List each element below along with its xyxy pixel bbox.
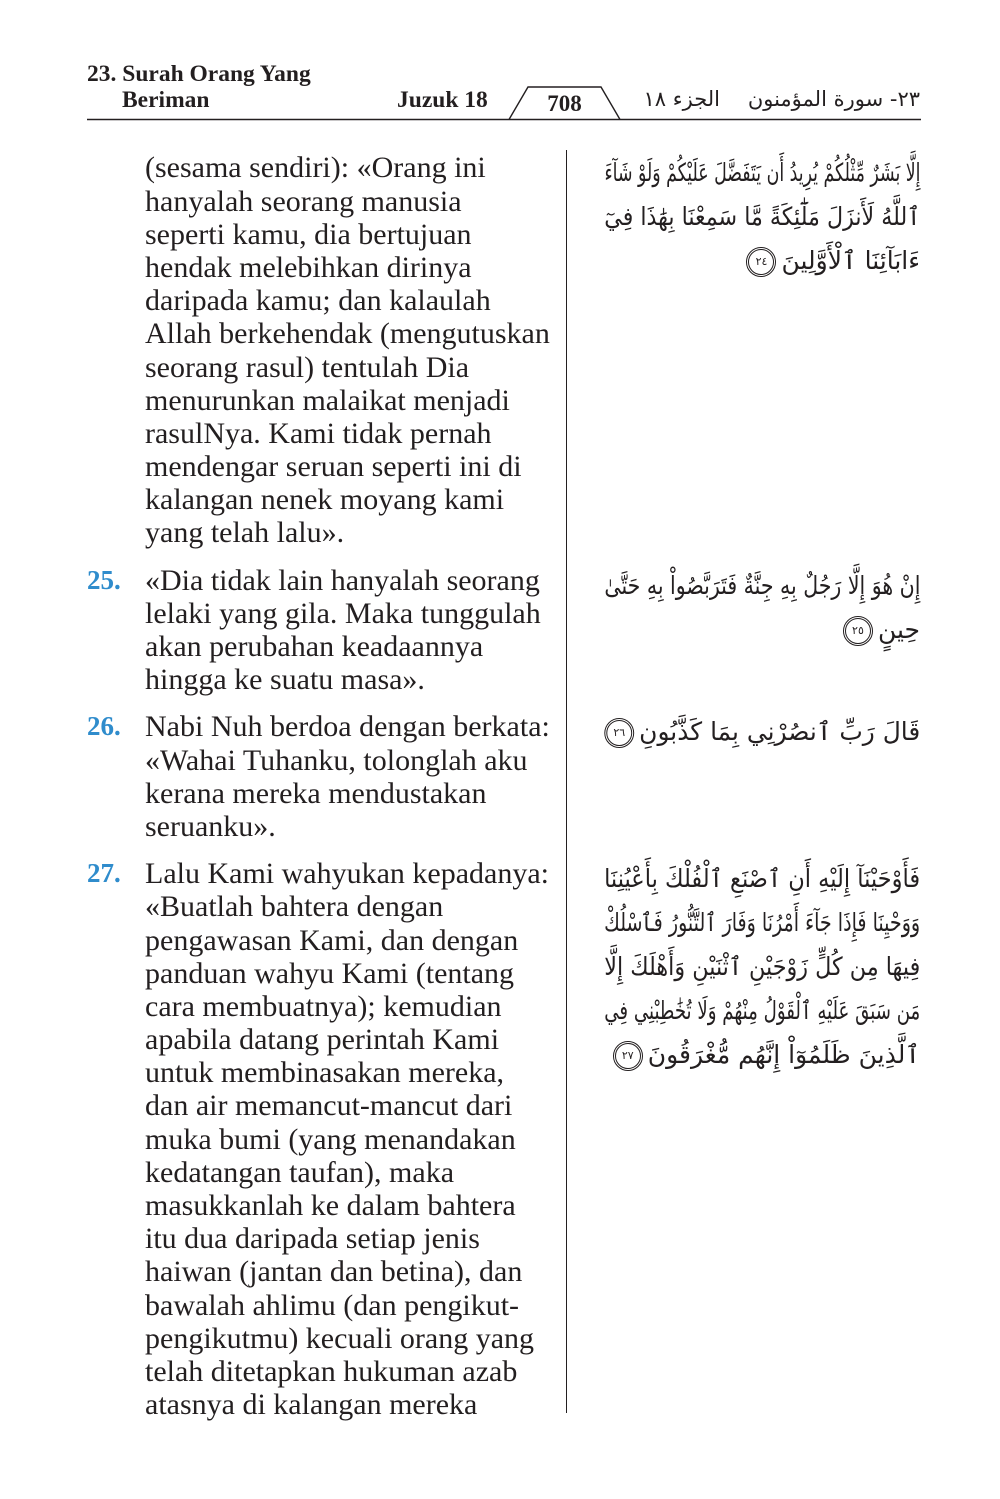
translation-line-text: seruanku». bbox=[145, 809, 276, 843]
arabic-line bbox=[604, 195, 920, 239]
arabic-line bbox=[604, 857, 920, 901]
translation-line bbox=[145, 1255, 561, 1288]
verse-number: 26. bbox=[87, 711, 121, 742]
translation-line bbox=[145, 1156, 561, 1189]
translation-line-text: untuk membinasakan mereka, bbox=[145, 1056, 505, 1090]
surah-title-arabic: ٢٣- سورة المؤمنون bbox=[747, 87, 920, 111]
arabic-text bbox=[604, 710, 920, 754]
arabic-line-text: ٱللَّهُ لَأَنزَلَ مَلَٰٓئِكَةً مَّا سَمِعْنَا بِهَٰذَا فِيٓ bbox=[604, 202, 920, 232]
translation-line-text: «Buatlah bahtera dengan bbox=[145, 890, 444, 924]
translation-line-text: hingga ke suatu masa». bbox=[145, 663, 425, 697]
translation-line-text: mendengar seruan seperti ini di bbox=[145, 450, 522, 484]
verse-block bbox=[0, 710, 1000, 843]
arabic-line-content bbox=[604, 989, 920, 1033]
translation-line bbox=[145, 744, 561, 777]
arabic-line-text: ٱلَّذِينَ ظَلَمُوٓاْ إِنَّهُم مُّغْرَقُونَ bbox=[647, 1040, 920, 1070]
translation-line-text: dan air memancut-mancut dari bbox=[145, 1089, 513, 1123]
arabic-line-text: فَأَوْحَيْنَآ إِلَيْهِ أَنِ ٱصْنَعِ ٱلْفُلْكَ بِأَعْيُنِنَا bbox=[604, 864, 920, 894]
translation-line-text: pengawasan Kami, dan dengan bbox=[145, 923, 519, 957]
translation-line-text: seorang rasul) tentulah Dia bbox=[145, 350, 470, 384]
translation-line bbox=[145, 384, 561, 417]
translation-line bbox=[145, 483, 561, 516]
translation-line-text: «Dia tidak lain hanyalah seorang bbox=[145, 563, 540, 597]
arabic-line-text: ءَابَآئِنَا ٱلْأَوَّلِينَ bbox=[781, 246, 920, 276]
translation-text bbox=[145, 710, 561, 843]
verses-container bbox=[0, 151, 1000, 1435]
translation-text bbox=[145, 564, 561, 697]
translation-line-text: Lalu Kami wahyukan kepadanya: bbox=[145, 857, 550, 891]
arabic-line-content bbox=[604, 857, 920, 901]
translation-line-text: pengikutmu) kecuali orang yang bbox=[145, 1321, 535, 1355]
translation-line bbox=[145, 1289, 561, 1322]
translation-line-text: telah ditetapkan hukuman azab bbox=[145, 1354, 518, 1388]
translation-line bbox=[145, 516, 561, 549]
translation-line bbox=[145, 1322, 561, 1355]
translation-line bbox=[145, 957, 561, 990]
translation-line bbox=[145, 663, 561, 696]
translation-line bbox=[145, 1089, 561, 1122]
translation-line bbox=[145, 317, 561, 350]
translation-line bbox=[145, 1355, 561, 1388]
translation-line bbox=[145, 1056, 561, 1089]
translation-line bbox=[145, 450, 561, 483]
translation-line-text: kedatangan taufan), maka bbox=[145, 1155, 455, 1189]
translation-line-text: yang telah lalu». bbox=[145, 516, 345, 550]
translation-line-text: «Wahai Tuhanku, tolonglah aku bbox=[145, 743, 528, 777]
translation-line-text: hendak melebihkan dirinya bbox=[145, 250, 472, 284]
translation-line-text: masukkanlah ke dalam bahtera bbox=[145, 1189, 516, 1223]
translation-line-text: panduan wahyu Kami (tentang bbox=[145, 956, 515, 990]
translation-line-text: daripada kamu; dan kalaulah bbox=[145, 284, 491, 318]
verse-block bbox=[0, 564, 1000, 697]
translation-line bbox=[145, 1388, 561, 1421]
arabic-line-content bbox=[604, 710, 920, 754]
translation-line-text: bawalah ahlimu (dan pengikut- bbox=[145, 1288, 520, 1322]
arabic-line bbox=[604, 608, 920, 652]
arabic-line-text: إِلَّا بَشَرٌ مِّثْلُكُمْ يُرِيدُ أَن يَتَفَضَّلَ عَلَيْكُمْ وَلَوْ شَآءَ bbox=[604, 158, 920, 188]
verse-number: 27. bbox=[87, 858, 121, 889]
translation-line-text: kalangan nenek moyang kami bbox=[145, 483, 505, 517]
translation-line-text: Nabi Nuh berdoa dengan berkata: bbox=[145, 710, 550, 744]
translation-line bbox=[145, 890, 561, 923]
arabic-line-content bbox=[604, 195, 920, 239]
arabic-line bbox=[604, 989, 920, 1033]
arabic-line bbox=[604, 901, 920, 945]
ayah-end-marker bbox=[613, 1041, 643, 1071]
surah-title-malay-line2: Beriman bbox=[122, 87, 210, 113]
translation-line-text: seperti kamu, dia bertujuan bbox=[145, 217, 472, 251]
translation-line-text: lelaki yang gila. Maka tunggulah bbox=[145, 596, 541, 630]
ayah-end-marker bbox=[604, 718, 634, 748]
arabic-line-text: فِيهَا مِن كُلٍّ زَوْجَيْنِ ٱثْنَيْنِ وَأَهْلَكَ إِلَّا bbox=[604, 952, 920, 982]
ayah-number: ٢٧ bbox=[621, 1049, 634, 1063]
arabic-line-content bbox=[843, 608, 920, 652]
translation-line-text: Allah berkehendak (mengutuskan bbox=[145, 317, 550, 351]
ayah-end-marker bbox=[843, 616, 873, 646]
arabic-line bbox=[604, 1033, 920, 1077]
translation-line-text: haiwan (jantan dan betina), dan bbox=[145, 1255, 523, 1289]
translation-line-text: atasnya di kalangan mereka bbox=[145, 1388, 478, 1422]
translation-line bbox=[145, 351, 561, 384]
verse-block bbox=[0, 857, 1000, 1421]
translation-text bbox=[145, 857, 561, 1421]
arabic-line-text: وَوَحْيِنَا فَإِذَا جَآءَ أَمْرُنَا وَفَارَ ٱلتَّنُّورُ فَٱسْلُكْ bbox=[604, 908, 920, 938]
translation-line-text: kerana mereka mendustakan bbox=[145, 776, 487, 810]
arabic-line-text: مَن سَبَقَ عَلَيْهِ ٱلْقَوْلُ مِنْهُمْ وَلَا تُخَٰطِبْنِي فِي bbox=[604, 996, 920, 1026]
juz-label-arabic: الجزء ١٨ bbox=[643, 87, 720, 111]
translation-line-text: muka bumi (yang menandakan bbox=[145, 1122, 516, 1156]
ayah-end-marker bbox=[746, 247, 776, 277]
translation-line bbox=[145, 810, 561, 843]
arabic-line-text: إِنْ هُوَ إِلَّا رَجُلٌ بِهِ جِنَّةٌ فَتَرَبَّصُواْ بِهِ حَتَّىٰ bbox=[604, 570, 920, 600]
ayah-number: ٢٦ bbox=[613, 726, 625, 740]
verse-number: 25. bbox=[87, 564, 121, 595]
arabic-line-content bbox=[604, 901, 920, 945]
arabic-text bbox=[604, 151, 920, 283]
arabic-line bbox=[604, 564, 920, 608]
surah-title-malay-line1: 23. Surah Orang Yang bbox=[87, 61, 311, 87]
arabic-line-content bbox=[604, 945, 920, 989]
juzuk-label: Juzuk 18 bbox=[397, 87, 488, 113]
translation-line bbox=[145, 710, 561, 743]
arabic-line bbox=[604, 151, 920, 195]
translation-line-text: apabila datang perintah Kami bbox=[145, 1023, 500, 1057]
translation-line bbox=[145, 251, 561, 284]
verse-block bbox=[0, 151, 1000, 549]
arabic-line bbox=[604, 945, 920, 989]
translation-line bbox=[145, 777, 561, 810]
translation-line-text: menurunkan malaikat menjadi bbox=[145, 383, 510, 417]
translation-line bbox=[145, 218, 561, 251]
arabic-text bbox=[604, 857, 920, 1077]
translation-line bbox=[145, 1222, 561, 1255]
translation-line-text: akan perubahan keadaannya bbox=[145, 630, 484, 664]
arabic-line bbox=[604, 710, 920, 754]
translation-line-text: (sesama sendiri): «Orang ini bbox=[145, 151, 486, 185]
translation-line bbox=[145, 597, 561, 630]
translation-line bbox=[145, 564, 561, 597]
translation-line-text: rasulNya. Kami tidak pernah bbox=[145, 416, 492, 450]
translation-line-text: hanyalah seorang manusia bbox=[145, 184, 462, 218]
translation-line bbox=[145, 417, 561, 450]
ayah-number: ٢٤ bbox=[755, 255, 768, 269]
arabic-line-content bbox=[746, 239, 920, 283]
translation-line bbox=[145, 630, 561, 663]
arabic-line bbox=[604, 239, 920, 283]
arabic-line-text: قَالَ رَبِّ ٱنصُرْنِي بِمَا كَذَّبُونِ bbox=[638, 717, 920, 747]
translation-line-text: cara membuatnya); kemudian bbox=[145, 989, 502, 1023]
arabic-line-content bbox=[604, 151, 920, 195]
arabic-line-content bbox=[613, 1033, 920, 1077]
translation-line bbox=[145, 924, 561, 957]
translation-line bbox=[145, 284, 561, 317]
translation-text bbox=[145, 151, 561, 549]
translation-line bbox=[145, 1189, 561, 1222]
arabic-text bbox=[604, 564, 920, 652]
arabic-line-content bbox=[604, 564, 920, 608]
translation-line-text: itu dua daripada setiap jenis bbox=[145, 1222, 480, 1256]
page-number: 708 bbox=[547, 91, 582, 116]
ayah-number: ٢٥ bbox=[852, 623, 864, 637]
arabic-line-text: حِينٍ bbox=[877, 614, 920, 644]
translation-line bbox=[145, 1123, 561, 1156]
translation-line bbox=[145, 857, 561, 890]
